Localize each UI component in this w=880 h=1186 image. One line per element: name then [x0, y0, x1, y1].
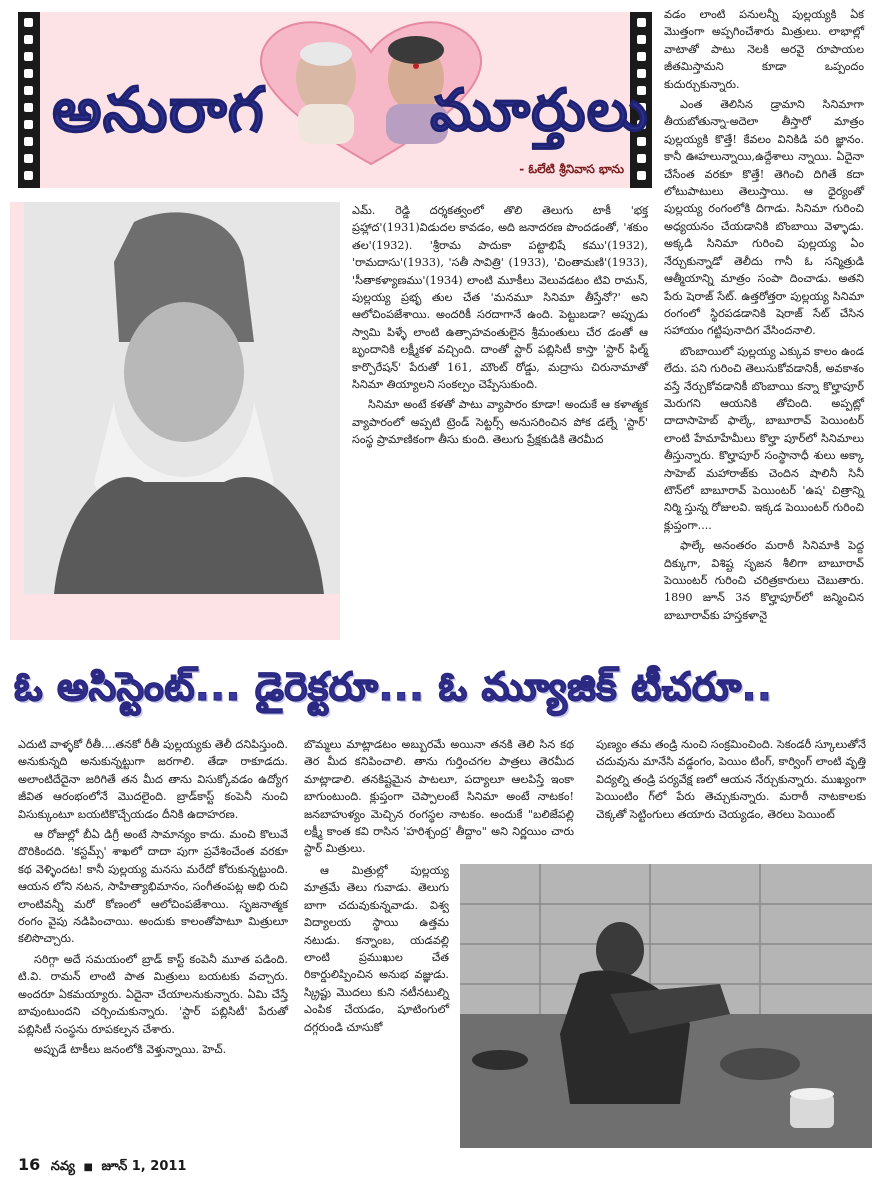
film-hole [24, 35, 33, 44]
film-hole [637, 171, 646, 180]
film-hole [24, 154, 33, 163]
column-bottom-2a [304, 736, 574, 861]
page-number: 16 [18, 1155, 41, 1174]
paragraph: ఆ మిత్రుల్లో పుల్లయ్య మాత్రమే తెలు గువాడు. తెలుగు బాగా చదువుకున్నవాడు. విశ్వ విద్యాలయ స్థాయి ఉత్తమ నటుడు. కన్నాంబ, యడవల్లి లాంటి ప్రముఖుల చేత రికార్డులిప్పించిన అనుభ వజ్ఞుడు. స్క్రిప్టు మొదలు కుని నటీనటుల్ని ఎంపిక చేయడం, షూటింగులో దగ్గరుండి చూసుకో [304, 864, 449, 1034]
headline: ఓ అసిస్టెంట్... డైరెక్టరూ... ఓ మ్యూజిక్ టీచరూ.. [14, 665, 773, 710]
portrait-photo-frame [10, 202, 340, 640]
column-bottom-2b [304, 862, 449, 1039]
issue-date: జూన్ 1, 2011 [101, 1159, 187, 1174]
film-hole [637, 52, 646, 61]
magazine-name: నవ్య [50, 1159, 75, 1174]
paragraph: అప్పుడే టాకీలు జనంలోకి వెళ్తున్నాయి. హెచ్. [34, 1042, 227, 1056]
film-hole [24, 86, 33, 95]
film-hole [24, 103, 33, 112]
separator-square: ■ [83, 1162, 93, 1173]
film-hole [24, 52, 33, 61]
paragraph: బొమ్మలు మాట్లాడటం అబ్బురమే అయినా తనకి తెలి సిన కథ తెర మీద కనిపించాలి. తాను గుర్తించగల పాత్రలు తెరమీద మాట్లాడాలి. తనకిష్టమైన పాటలూ, పద్యాలూ ఆలపిస్తే ఇంకా బాగుంటుంది. క్లుప్తంగా చెప్పాలంటే సినిమా అంటే నాటకం! జనబాహుళ్యం మెచ్చిన రంగస్థల నాటకం. అందుకే "బలిజేపల్లి లక్ష్మీ కాంత కవి రాసిన 'హరిశ్చంద్ర' తీద్దాం" అని నిర్ణయిం చారు స్టార్ మిత్రులు. [304, 738, 574, 856]
footer [18, 1156, 318, 1177]
column-bottom-1 [18, 736, 288, 1061]
column-middle [352, 202, 648, 452]
film-hole [24, 137, 33, 146]
paragraph: ఫాల్కే అనంతరం మరాఠీ సినిమాకి పెద్ద దిక్కుగా, విశిష్ట సృజన శీలిగా బాబూరావ్ పెయింటర్ గురించి చరిత్రకారులు చెబుతారు. 1890 జూన్ 3న కొల్హాపూర్‌లో జన్మించిన బాబూరావ్‌కు హస్తకళానై [664, 539, 864, 622]
paragraph: ఆ రోజుల్లో బీఏ డిగ్రీ అంటే సామాన్యం కాదు. మంచి కొలువే దొరికిందది. 'కస్టమ్స్' శాఖలో దాదా పుగా ప్రవేశించేంత వరకూ కథ వెళ్ళిందట! కానీ పుల్లయ్య మనసు మరేదో కోరుకున్నట్టుంది. ఆయన లోని నటన, సాహిత్యాభిమానం, సంగీతంపట్ల అభి రుచి లాంటివన్నీ మరో కోణంలో ఆలోచింపజేశాయి. సృజనాత్మక రంగం వైపు నడిపించాయి. అందుకు కాలంతోపాటూ మిత్రులూ కలిసొచ్చారు. [18, 828, 288, 946]
paragraph: వడం లాంటి పనులన్నీ పుల్లయ్యకి ఏక మొత్తంగా అప్పగించేశారు మిత్రులు. లాభాల్లో వాటాతో పాటు నెలకి అరవై రూపాయల జీతమిస్తామని కూడా ఒప్పందం కుదుర్చుకున్నారు. [664, 8, 864, 91]
film-hole [637, 35, 646, 44]
film-hole [24, 171, 33, 180]
film-hole [637, 154, 646, 163]
paragraph: సినిమా అంటే కళతో పాటు వ్యాపారం కూడా! అందుకే ఆ కళాత్మక వ్యాపారంలో అప్పటి ట్రెండ్ సెట్టర్స్ అనుసరించిన పోక డల్నే 'స్టార్' సంస్థ ప్రామాణికంగా తీసు కుంది. తెలుగు ప్రేక్షకుడికి తెరమీద [352, 398, 648, 447]
film-still-photo [460, 864, 872, 1148]
column-bottom-3 [596, 736, 866, 826]
paragraph: పుణ్యం తమ తండ్రి నుంచి సంక్రమించింది. సెకండరీ స్కూలుతోనే చదువును మానేసి వడ్డంగం, పెయిం టింగ్, కార్వింగ్ లాంటి వృత్తి విద్యల్ని తండ్రి పర్యవేక్ష ణలో ఆయన నేర్చుకున్నారు. ముఖ్యంగా పెయింటిం గ్‌లో పేరు తెచ్చుకున్నారు. మరాఠీ నాటకాలకు చెక్కతో సెట్టింగులు తయారు చెయ్యడం, తెరలు పెయింట్ [596, 738, 866, 821]
paragraph: సరిగ్గా అదే సమయంలో బ్రాడ్ కాస్ట్ కంపెనీ మూత పడింది. టి.వి. రామన్ లాంటి పాత మిత్రులు బయటకు వచ్చారు. అందరూ ఏకమయ్యారు. ఏదైనా చేయాలనుకున్నారు. ఏమి చేస్తే బావుంటుందని చర్చించుకున్నారు. 'స్టార్ పబ్లిసిటీ' పేరుతో పబ్లిసిటీ సంస్థను రూపకల్పన చేశారు. [18, 952, 288, 1036]
paragraph: ఎదుటి వాళ్ళకో రీతీ....తనకో రీతీ పుల్లయ్యకు తెలీ దనిపిస్తుంది. అనుకున్నది అనుకున్నట్టుగా జరగాలి. తేడా రాకూడదు. అలాంటిదేదైనా జరిగితే తన మీద తాను విసుక్కోవడం ఉద్యోగ జీవిత ఆరంభంలోనే మొదలైంది. బ్రాడ్‌కాస్ట్ కంపెనీ నుంచి విసుక్కుంటూ బయటికొచ్చేయడం దీనికి ఉదాహరణ. [18, 738, 288, 821]
banner-title-left: అనురాగ [52, 73, 265, 146]
paragraph: బొంబాయిలో పుల్లయ్య ఎక్కువ కాలం ఉండ లేదు. పని గురించి తెలుసుకోవడానికీ, అవకాశం వస్తే నేర్చుకోవడానికీ బొంబాయి కన్నా కొల్హాపూర్ మెరుగని ఆయనికి తోచింది. అప్పట్లో దాదాసాహెబ్ ఫాల్కే, బాబూరావ్ పెయింటర్ లాంటి హేమాహేమీలు కొల్హా పూర్‌లో సినిమాలు తీస్తున్నారు. కొల్హాపూర్ సంస్థానాధీ శులు అక్కా సాహెబ్ మహారాజ్‌కు చెందిన షాలినీ సినీ టౌన్‌లో బాబూరావ్ పెయింటర్ 'ఉష' చిత్రాన్ని నిర్మి స్తున్న రోజులవి. ఇక్కడ పెయింటర్ గురించి క్లుప్తంగా.... [664, 344, 864, 532]
banner-title-right: మూర్తులు [430, 76, 649, 144]
paragraph: ఎంత తెలిసిన డ్రామాని సినిమాగా తీయబోతున్నా-అదెలా తీస్తారో మాత్రం పుల్లయ్యకి కొత్తే! కేవలం వినికిడి పరి జ్ఞానం. కానీ ఊహలున్నాయి,ఉద్దేశాలు న్నాయి. ఏదైనా చేసేంత వరకూ కొత్తే! తెగించి దిగితే కదా లోటుపాటులు తెలుస్తాయి. ఆ ధైర్యంతో పుల్లయ్య రంగంలోకి దిగాడు. సినిమా గురించి అధ్యయనం చేయడానికి బొంబాయి వెళ్ళాడు. అక్కడి సినిమా గురించి పుల్లయ్య ఏం నేర్చుకున్నాడో తెలీదు గానీ ఓ సన్మిత్రుడి ఆత్మీయాన్ని మాత్రం సంపా దించాడు. అతని పేరు షెరాజ్ సేట్. ఉత్తరోత్తరా పుల్లయ్య సినిమా రంగంలో స్థిరపడడానికి షెరాజ్ సేట్ చేసిన సహాయం గట్టిపునాదిగ వేసిందనాలి. [664, 98, 864, 338]
portrait-photo [24, 202, 340, 594]
paragraph: ఎమ్. రెడ్డి దర్శకత్వంలో తొలి తెలుగు టాకీ 'భక్త ప్రహ్లాద'(1931)విడుదల కావడం, అది జనాదరణ పొందడంతో, 'శకుం తల'(1932). 'శ్రీరామ పాదుకా పట్టాభిషే కము'(1932), 'రామదాసు'(1933), 'సతీ సావిత్రి' (1933), 'చింతామణి'(1933), 'సీతాకళ్యాణము'(1934) లాంటి మూకీలు వెలువడటం టివి రామన్, పుల్లయ్య ప్రభృ తుల చేత 'మనమూ సినిమా తీస్తేనో?' అని ఆలోచింపజేశాయి. అందరికీ సరదాగానే ఉంది. పెట్టుబడా? అప్పుడు స్వామి పిళ్ళే లాంటి ఉత్సాహవంతులైన శ్రీమంతులు చేర డంతో ఆ బృందానికి లక్ష్మీకళ వచ్చింది. దాంతో స్టార్ పబ్లిసిటీ కాస్తా 'స్టార్ ఫిల్మ్ కార్పొరేషన్' పేరుతో 161, మౌంట్ రోడ్డు, మద్రాసు చిరునామాతో సినిమా తియ్యాలని సంకల్పం చెప్పేసుకుంది. [352, 204, 648, 392]
film-hole [24, 120, 33, 129]
film-hole [637, 18, 646, 27]
byline: - ఓలేటి శ్రీనివాస భాను [519, 162, 624, 176]
title-banner [18, 12, 652, 188]
film-hole [24, 18, 33, 27]
column-top-right [664, 6, 864, 627]
film-hole [24, 69, 33, 78]
